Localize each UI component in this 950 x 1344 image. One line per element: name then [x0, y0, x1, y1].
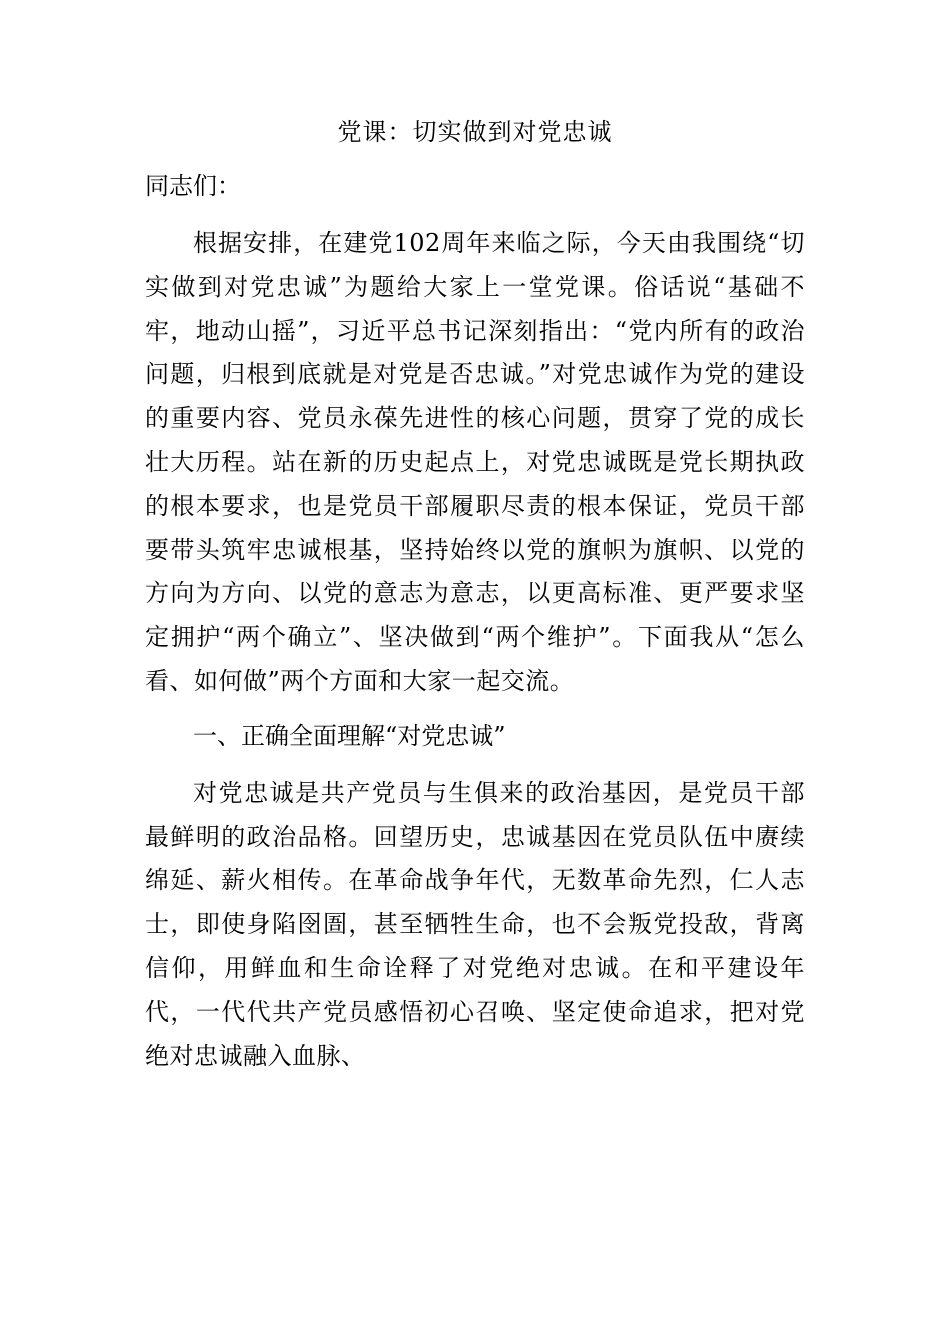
document-page	[145, 112, 805, 1090]
document-title: 党课：切实做到对党忠诚	[337, 118, 613, 146]
section-heading: 一、正确全面理解“对党忠诚”	[193, 721, 506, 750]
salutation: 同志们：	[145, 172, 241, 200]
section-paragraph: 对党忠诚是共产党员与生俱来的政治基因，是党员干部最鲜明的政治品格。回望历史，忠诚基因在党员队伍中赓续绵延、薪火相传。在革命战争年代，无数革命先烈，仁人志士，即使身陷囹圄，甚至牺牲生命，也不会叛党投敌，背离信仰，用鲜血和生命诠释了对党绝对忠诚。在和平建设年代，一代代共产党员感悟初心召唤、坚定使命追求，把对党绝对忠诚融入血脉、	[145, 778, 805, 1070]
intro-paragraph: 根据安排，在建党102周年来临之际，今天由我围绕“切实做到对党忠诚”为题给大家上一堂党课。俗话说“基础不牢，地动山摇”，习近平总书记深刻指出：“党内所有的政治问题，归根到底就是对党是否忠诚。”对党忠诚作为党的建设的重要内容、党员永葆先进性的核心问题，贯穿了党的成长壮大历程。站在新的历史起点上，对党忠诚既是党长期执政的根本要求，也是党员干部履职尽责的根本保证，党员干部要带头筑牢忠诚根基，坚持始终以党的旗帜为旗帜、以党的方向为方向、以党的意志为意志，以更高标准、更严要求坚定拥护“两个确立”、坚决做到“两个维护”。下面我从“怎么看、如何做”两个方面和大家一起交流。	[145, 229, 805, 695]
